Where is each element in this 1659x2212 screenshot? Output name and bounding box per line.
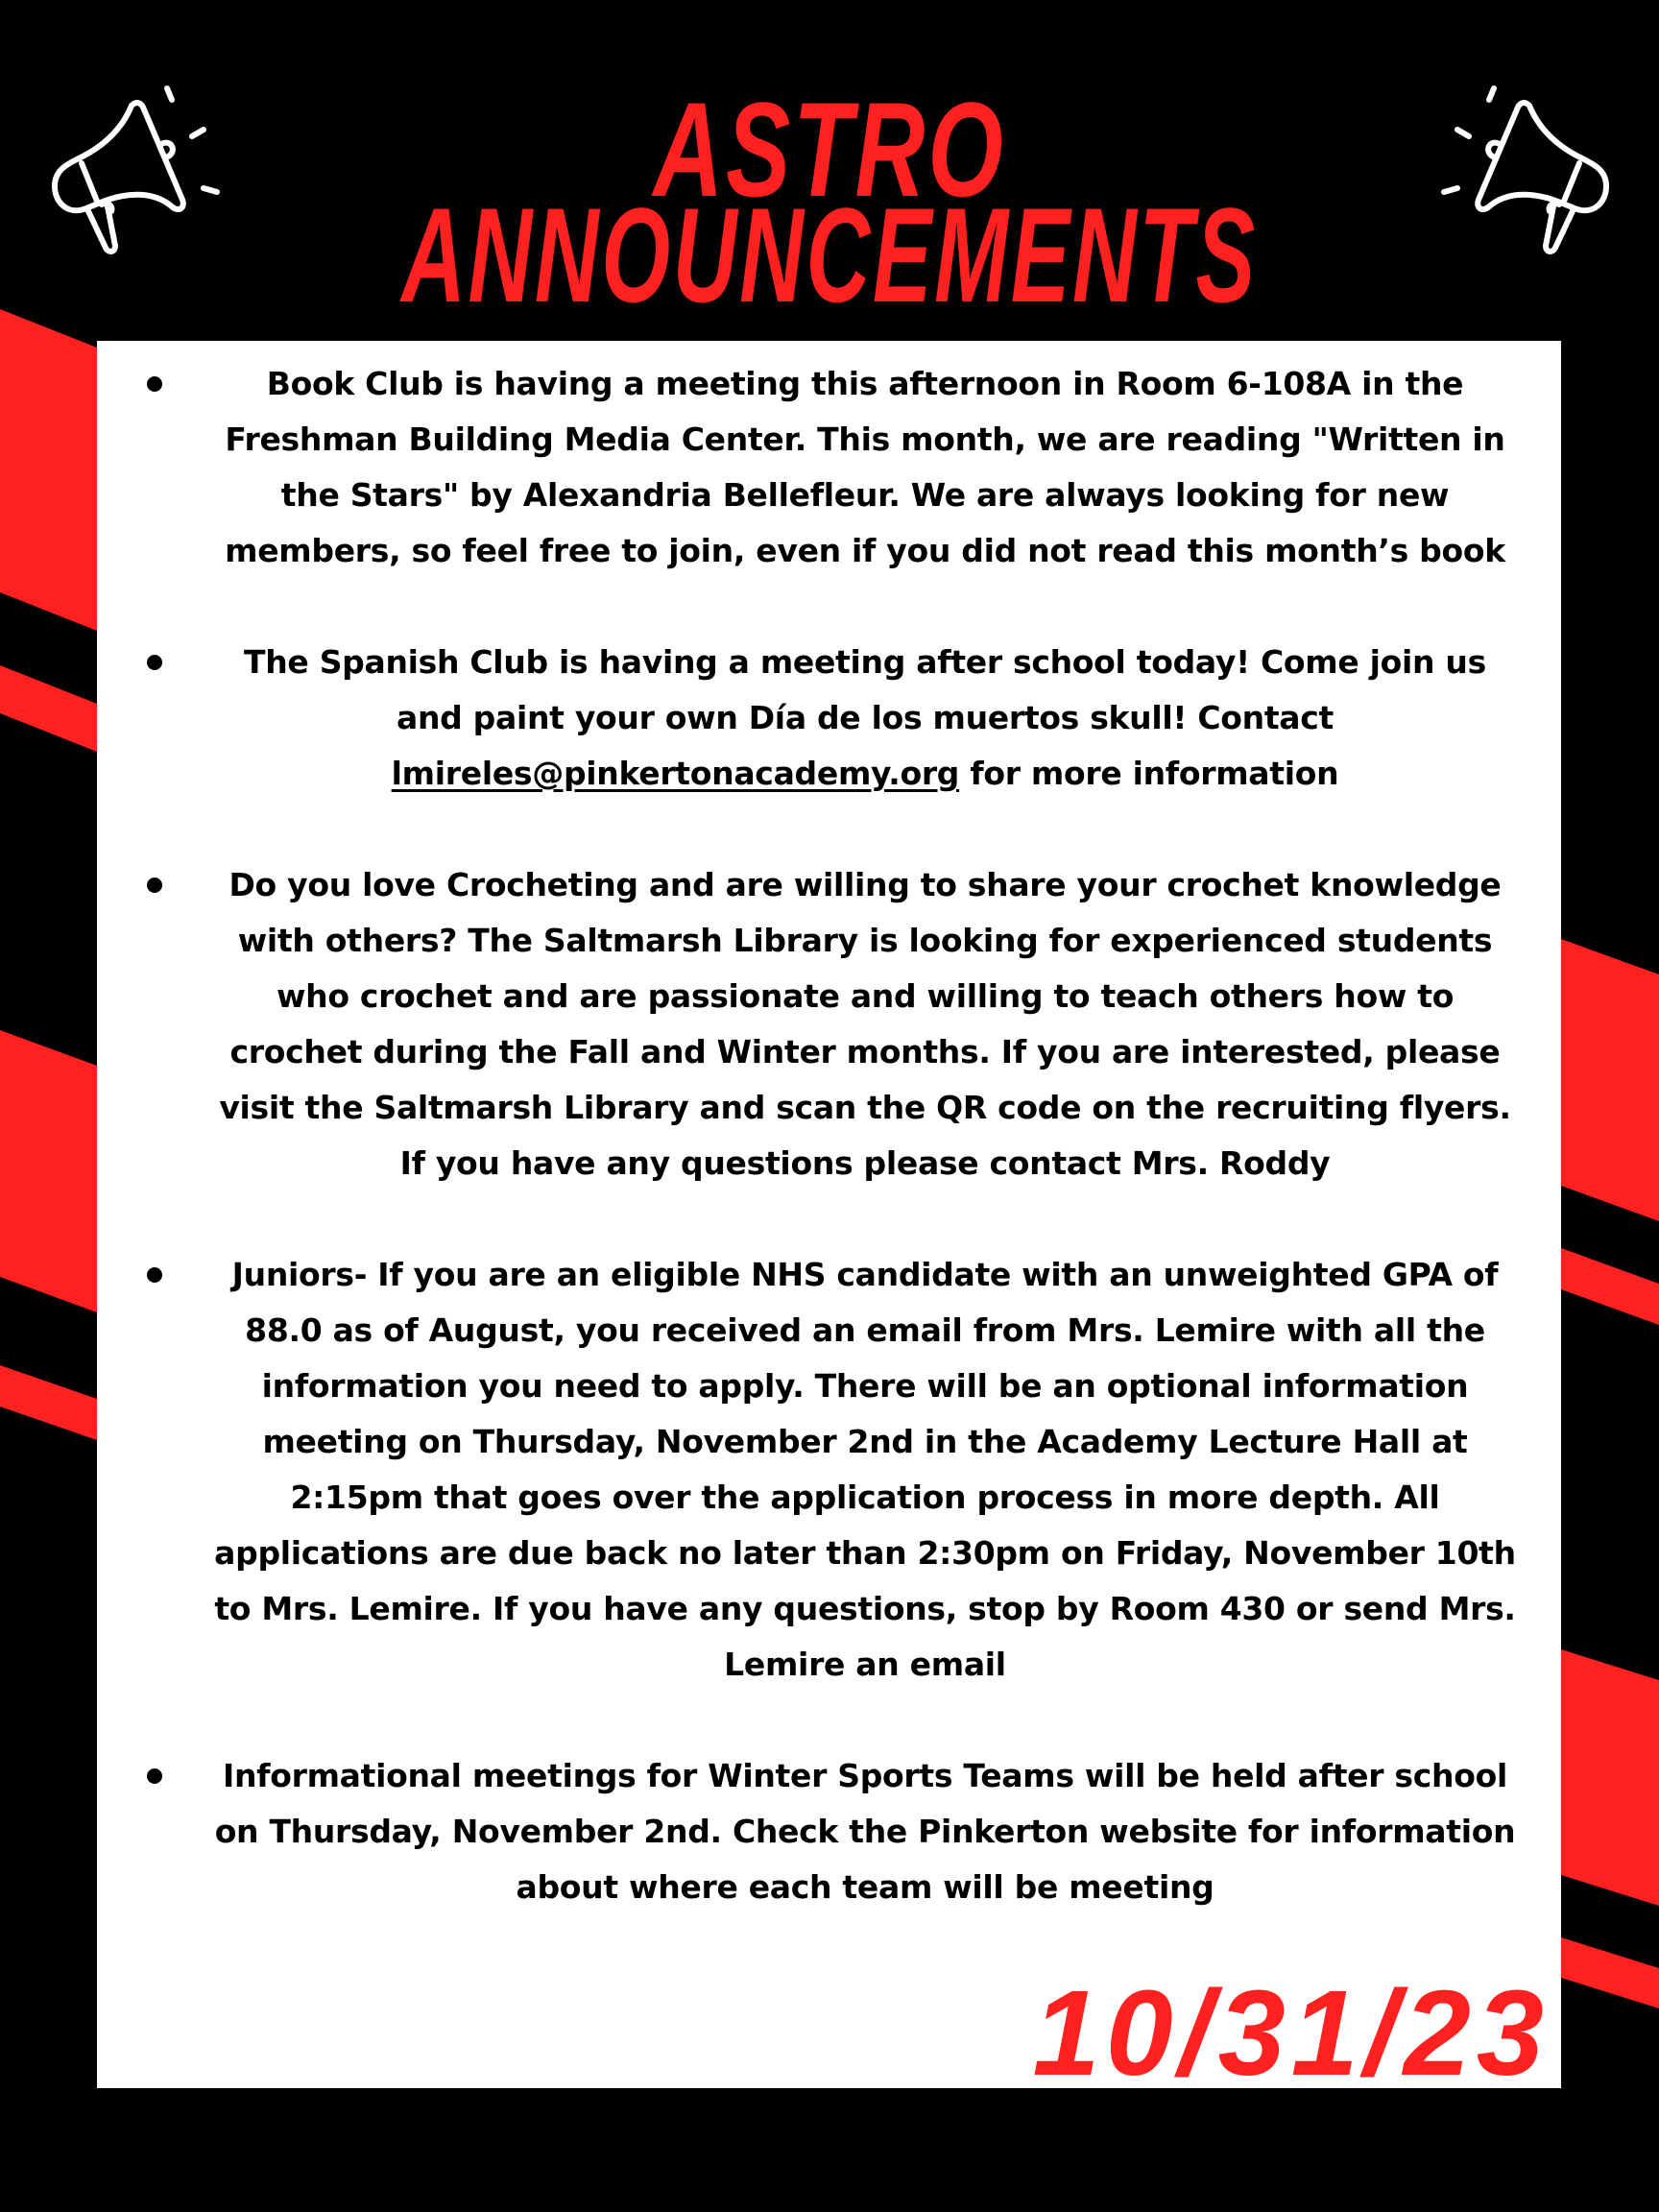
- announcement-line: Do you love Crocheting and are willing to share your crochet knowledge: [228, 866, 1502, 903]
- announcement-line: visit the Saltmarsh Library and scan the QR code on the recruiting flyers.: [219, 1089, 1511, 1126]
- announcement-line: If you have any questions please contact Mrs. Roddy: [399, 1144, 1331, 1182]
- announcement-line: The Spanish Club is having a meeting after school today! Come join us: [244, 643, 1486, 681]
- announcement-line: information you need to apply. There will be an optional information: [261, 1367, 1469, 1405]
- announcement-line: Lemire an email: [724, 1646, 1006, 1683]
- right-red-stripe-1: [1561, 1248, 1659, 1325]
- left-red-stripe-2: [0, 1365, 97, 1440]
- announcement-line: crochet during the Fall and Winter months. If you are interested, please: [229, 1033, 1501, 1070]
- announcement-line: to Mrs. Lemire. If you have any questions, stop by Room 430 or send Mrs.: [214, 1590, 1516, 1627]
- announcement-line: Juniors- If you are an eligible NHS candidate with an unweighted GPA of: [231, 1256, 1499, 1293]
- announcement-line: Book Club is having a meeting this afternoon in Room 6-108A in the: [266, 365, 1464, 402]
- announcement-line: members, so feel free to join, even if you did not read this month’s book: [225, 532, 1505, 569]
- announcement-line: applications are due back no later than 2:30pm on Friday, November 10th: [214, 1534, 1516, 1572]
- right-red-band-1: [1561, 939, 1659, 1221]
- announcement-line: meeting on Thursday, November 2nd in the Academy Lecture Hall at: [262, 1423, 1468, 1460]
- right-red-band-2: [1561, 1649, 1659, 1906]
- left-red-stripe-1: [0, 665, 97, 752]
- announcement-date: 10/31/23: [1032, 1965, 1550, 2101]
- page-title-line-2: [0, 180, 1659, 330]
- announcement-line: with others? The Saltmarsh Library is looking for experienced students: [237, 922, 1493, 959]
- title-announcements: ANNOUNCEMENTS: [401, 180, 1258, 330]
- announcement-line: Freshman Building Media Center. This month, we are reading "Written in: [225, 421, 1505, 458]
- announcement-line: and paint your own Día de los muertos skull! Contact: [397, 699, 1334, 736]
- right-red-stripe-2: [1561, 1937, 1659, 2008]
- announcement-line: [155, 746, 1575, 802]
- announcement-line: about where each team will be meeting: [516, 1868, 1214, 1906]
- left-red-band-1: [0, 309, 97, 631]
- announcement-line: 88.0 as of August, you received an email from Mrs. Lemire with all the: [245, 1311, 1485, 1349]
- email-suffix: for more information: [959, 755, 1339, 792]
- announcement-line: 2:15pm that goes over the application process in more depth. All: [290, 1479, 1440, 1516]
- email-link[interactable]: lmireles@pinkertonacademy.org: [391, 755, 960, 792]
- announcement-line: the Stars" by Alexandria Bellefleur. We are always looking for new: [280, 476, 1450, 514]
- title-astro: ASTRO: [653, 74, 1006, 225]
- announcement-line: who crochet and are passionate and willing to teach others how to: [276, 977, 1455, 1015]
- announcements-board: [97, 341, 1561, 2101]
- left-red-band-2: [0, 1030, 97, 1312]
- announcement-line: on Thursday, November 2nd. Check the Pinkerton website for information: [214, 1813, 1516, 1850]
- announcement-line: Informational meetings for Winter Sports Teams will be held after school: [223, 1757, 1507, 1794]
